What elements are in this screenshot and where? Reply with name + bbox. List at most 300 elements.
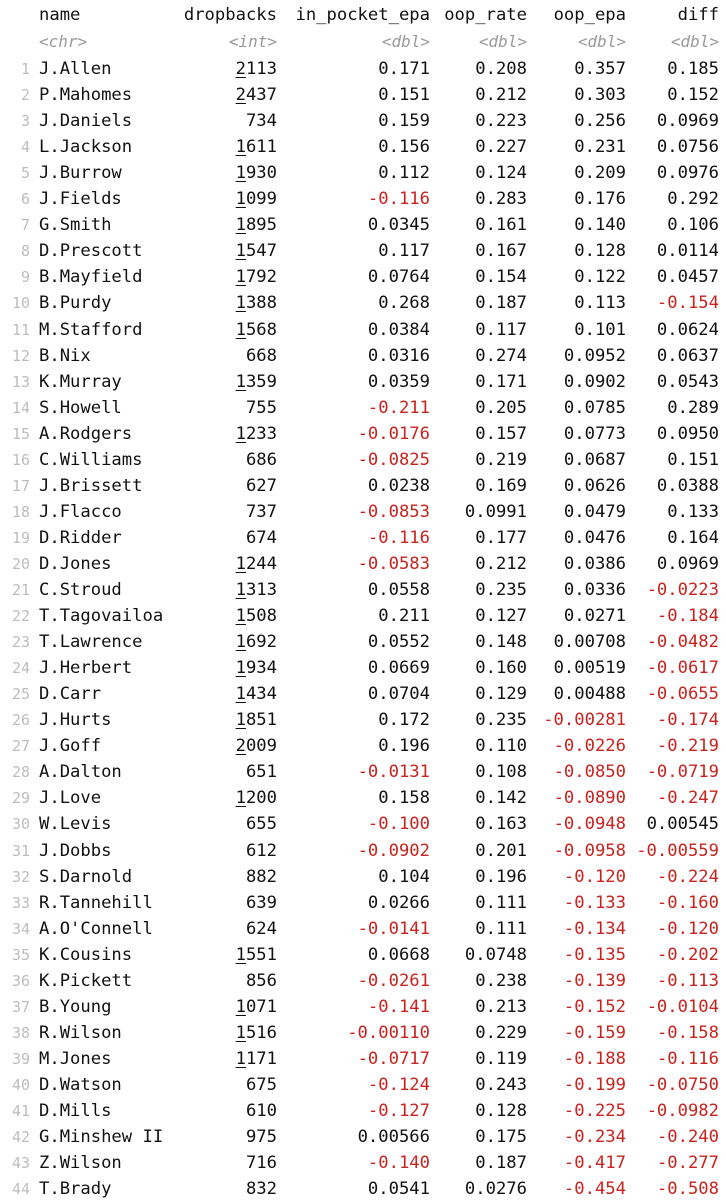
table-row — [0, 186, 726, 212]
column-header-row — [0, 2, 726, 28]
cell-oop-rate: 0.196 — [475, 866, 527, 887]
cell-diff: 0.133 — [667, 501, 719, 522]
cell-dropbacks: 1547 — [235, 241, 277, 262]
cell-oop-rate: 0.142 — [475, 788, 527, 809]
cell-name: T.Tagovailoa — [39, 606, 164, 627]
cell-dropbacks: 856 — [245, 970, 277, 991]
cell-diff: 0.0637 — [656, 345, 719, 366]
cell-dropbacks: 1508 — [235, 606, 277, 627]
row-number: 25 — [11, 685, 30, 704]
cell-name: D.Ridder — [39, 527, 122, 548]
cell-oop-rate: 0.148 — [475, 632, 527, 653]
cell-name: D.Prescott — [39, 241, 143, 262]
cell-in-pocket-epa: 0.0558 — [367, 580, 430, 600]
header-diff: diff — [677, 5, 719, 25]
row-number: 37 — [11, 997, 30, 1016]
cell-dropbacks: 1851 — [235, 710, 277, 731]
cell-diff: -0.158 — [656, 1022, 719, 1043]
table-row — [0, 811, 726, 837]
cell-in-pocket-epa: 0.0345 — [367, 215, 430, 236]
cell-dropbacks: 1792 — [235, 267, 277, 288]
table-row — [0, 916, 726, 942]
cell-diff: 0.0969 — [656, 111, 719, 132]
cell-diff: -0.277 — [656, 1153, 719, 1174]
row-number: 30 — [11, 815, 30, 834]
row-number: 23 — [11, 633, 30, 652]
row-number: 15 — [11, 424, 30, 443]
row-number: 9 — [20, 268, 30, 287]
cell-diff: 0.0976 — [656, 163, 719, 184]
row-number: 42 — [11, 1128, 30, 1147]
cell-name: J.Hurts — [39, 710, 112, 731]
table-row — [0, 82, 726, 108]
cell-dropbacks: 1611 — [235, 137, 277, 158]
cell-oop-epa: 0.0902 — [563, 371, 626, 392]
cell-name: J.Brissett — [39, 475, 143, 496]
cell-diff: -0.224 — [656, 866, 719, 887]
cell-dropbacks: 737 — [245, 501, 277, 522]
cell-in-pocket-epa: 0.0668 — [367, 944, 430, 965]
cell-oop-rate: 0.157 — [475, 423, 527, 444]
cell-name: B.Nix — [39, 345, 91, 366]
row-number: 41 — [11, 1102, 30, 1120]
cell-oop-epa: 0.0386 — [563, 553, 626, 574]
cell-oop-rate: 0.177 — [475, 527, 527, 548]
cell-dropbacks: 1930 — [235, 163, 277, 184]
table-row — [0, 707, 726, 733]
table-row — [0, 525, 726, 551]
cell-diff: 0.289 — [667, 397, 719, 418]
cell-oop-epa: 0.0476 — [563, 527, 626, 548]
cell-oop-rate: 0.213 — [475, 996, 527, 1017]
cell-oop-rate: 0.124 — [475, 163, 527, 184]
cell-diff: 0.0114 — [656, 241, 719, 262]
cell-dropbacks: 1934 — [235, 658, 277, 679]
cell-oop-epa: -0.454 — [563, 1179, 626, 1200]
cell-in-pocket-epa: -0.0176 — [357, 423, 430, 444]
cell-oop-rate: 0.187 — [475, 293, 527, 314]
table-row — [0, 134, 726, 160]
cell-oop-rate: 0.283 — [475, 189, 527, 210]
cell-oop-rate: 0.111 — [475, 918, 527, 939]
cell-in-pocket-epa: -0.0717 — [357, 1048, 430, 1069]
cell-in-pocket-epa: 0.0764 — [367, 267, 430, 288]
cell-oop-epa: -0.152 — [563, 996, 626, 1017]
cell-dropbacks: 1895 — [235, 215, 277, 236]
row-number: 32 — [11, 867, 30, 886]
cell-diff: -0.0719 — [646, 762, 719, 783]
row-number: 27 — [11, 737, 30, 756]
type-dropbacks: <int> — [228, 32, 277, 51]
table-row — [0, 1020, 726, 1046]
cell-diff: -0.219 — [656, 736, 719, 757]
cell-diff: 0.00545 — [646, 814, 719, 835]
cell-name: K.Cousins — [39, 944, 133, 965]
cell-oop-rate: 0.274 — [475, 345, 527, 366]
cell-dropbacks: 2113 — [235, 59, 277, 79]
cell-in-pocket-epa: 0.0316 — [367, 345, 430, 366]
row-number: 34 — [11, 919, 30, 938]
cell-name: T.Brady — [39, 1179, 112, 1200]
row-number: 35 — [11, 945, 30, 964]
cell-oop-epa: 0.128 — [574, 241, 626, 262]
cell-oop-rate: 0.187 — [475, 1153, 527, 1174]
table-row — [0, 499, 726, 525]
cell-name: W.Levis — [39, 814, 112, 835]
cell-name: A.Rodgers — [39, 423, 133, 444]
cell-name: K.Murray — [39, 371, 122, 392]
cell-diff: -0.116 — [656, 1048, 719, 1069]
table-row — [0, 1150, 726, 1176]
row-number: 2 — [20, 86, 30, 105]
cell-oop-epa: 0.256 — [574, 111, 626, 132]
cell-oop-rate: 0.129 — [475, 684, 527, 705]
cell-oop-epa: 0.0479 — [563, 501, 626, 522]
cell-diff: -0.120 — [656, 918, 719, 939]
table-row — [0, 1046, 726, 1072]
cell-dropbacks: 1071 — [235, 996, 277, 1017]
row-number: 21 — [11, 581, 30, 599]
cell-oop-epa: -0.120 — [563, 866, 626, 887]
cell-diff: 0.151 — [667, 449, 719, 470]
type-name: <chr> — [39, 32, 88, 51]
cell-name: A.O'Connell — [39, 918, 153, 939]
cell-name: D.Jones — [39, 553, 112, 574]
row-number: 24 — [11, 659, 30, 678]
cell-oop-rate: 0.169 — [475, 475, 527, 496]
cell-dropbacks: 668 — [245, 345, 277, 366]
cell-in-pocket-epa: 0.159 — [378, 111, 430, 132]
cell-dropbacks: 1388 — [235, 293, 277, 314]
row-number: 12 — [11, 346, 30, 365]
cell-oop-rate: 0.128 — [475, 1101, 527, 1121]
row-number: 1 — [20, 60, 30, 78]
cell-oop-epa: 0.0952 — [563, 345, 626, 366]
cell-in-pocket-epa: 0.158 — [378, 788, 430, 809]
cell-oop-epa: 0.140 — [574, 215, 626, 236]
cell-oop-rate: 0.208 — [475, 59, 527, 79]
row-number: 8 — [20, 242, 30, 261]
table-row — [0, 994, 726, 1020]
table-row — [0, 681, 726, 707]
cell-oop-rate: 0.227 — [475, 137, 527, 158]
cell-dropbacks: 1359 — [235, 371, 277, 392]
cell-oop-rate: 0.175 — [475, 1127, 527, 1148]
row-number: 43 — [11, 1154, 30, 1173]
cell-oop-rate: 0.127 — [475, 606, 527, 627]
cell-dropbacks: 2437 — [235, 85, 277, 106]
cell-diff: -0.0982 — [646, 1101, 719, 1121]
cell-diff: 0.152 — [667, 85, 719, 106]
table-row — [0, 759, 726, 785]
cell-oop-epa: 0.0785 — [563, 397, 626, 418]
cell-dropbacks: 610 — [245, 1101, 277, 1121]
header-oop-epa: oop_epa — [553, 5, 626, 25]
cell-oop-epa: -0.0850 — [553, 762, 626, 783]
cell-name: G.Minshew II — [39, 1127, 164, 1148]
cell-dropbacks: 1099 — [235, 189, 277, 210]
cell-in-pocket-epa: 0.211 — [378, 606, 430, 627]
type-in-pocket-epa: <dbl> — [381, 32, 430, 51]
cell-name: B.Mayfield — [39, 267, 143, 288]
cell-oop-epa: 0.00488 — [553, 684, 626, 705]
cell-name: S.Darnold — [39, 866, 133, 887]
cell-oop-epa: 0.0687 — [563, 449, 626, 470]
cell-dropbacks: 1171 — [235, 1048, 277, 1069]
cell-dropbacks: 686 — [245, 449, 277, 470]
cell-oop-rate: 0.205 — [475, 397, 527, 418]
cell-oop-epa: 0.0271 — [563, 606, 626, 627]
row-number: 26 — [11, 711, 30, 730]
table-row — [0, 551, 726, 577]
table-row — [0, 238, 726, 264]
cell-diff: -0.202 — [656, 944, 719, 965]
header-name: name — [39, 5, 81, 25]
type-oop-epa: <dbl> — [577, 32, 626, 51]
cell-oop-rate: 0.0748 — [464, 944, 527, 965]
cell-name: G.Smith — [39, 215, 112, 236]
cell-in-pocket-epa: 0.0541 — [367, 1179, 430, 1200]
type-diff: <dbl> — [670, 32, 719, 51]
cell-oop-rate: 0.0991 — [464, 501, 527, 522]
cell-oop-rate: 0.161 — [475, 215, 527, 236]
cell-oop-epa: -0.225 — [563, 1101, 626, 1121]
table-row — [0, 473, 726, 499]
cell-diff: -0.0617 — [646, 658, 719, 679]
cell-name: D.Mills — [39, 1101, 112, 1121]
row-number: 7 — [20, 216, 30, 235]
header-in-pocket-epa: in_pocket_epa — [295, 5, 430, 25]
cell-oop-epa: -0.199 — [563, 1074, 626, 1095]
row-number: 44 — [11, 1180, 30, 1199]
cell-oop-epa: 0.231 — [574, 137, 626, 158]
cell-oop-epa: 0.0773 — [563, 423, 626, 444]
cell-dropbacks: 612 — [245, 840, 277, 861]
cell-dropbacks: 1233 — [235, 423, 277, 444]
cell-in-pocket-epa: -0.116 — [367, 189, 430, 210]
table-row — [0, 108, 726, 134]
cell-diff: -0.160 — [656, 892, 719, 913]
cell-in-pocket-epa: -0.0141 — [357, 918, 430, 939]
table-row — [0, 421, 726, 447]
cell-oop-rate: 0.171 — [475, 371, 527, 392]
cell-dropbacks: 716 — [245, 1153, 277, 1174]
cell-oop-epa: 0.113 — [574, 293, 626, 314]
type-oop-rate: <dbl> — [478, 32, 527, 51]
row-number: 22 — [11, 607, 30, 626]
cell-diff: 0.292 — [667, 189, 719, 210]
table-row — [0, 603, 726, 629]
cell-diff: -0.0750 — [646, 1074, 719, 1095]
cell-oop-epa: -0.234 — [563, 1127, 626, 1148]
cell-diff: 0.0457 — [656, 267, 719, 288]
row-number: 18 — [11, 502, 30, 521]
cell-diff: 0.0388 — [656, 475, 719, 496]
cell-name: K.Pickett — [39, 970, 133, 991]
cell-dropbacks: 651 — [245, 762, 277, 783]
cell-diff: -0.184 — [656, 606, 719, 627]
table-row — [0, 447, 726, 473]
table-row — [0, 890, 726, 916]
cell-oop-rate: 0.110 — [475, 736, 527, 757]
column-type-row — [0, 29, 726, 55]
table-row — [0, 942, 726, 968]
cell-diff: -0.247 — [656, 788, 719, 809]
cell-diff: -0.00559 — [636, 840, 719, 861]
cell-dropbacks: 975 — [245, 1127, 277, 1148]
cell-oop-rate: 0.111 — [475, 892, 527, 913]
row-number: 14 — [11, 398, 30, 417]
cell-name: J.Dobbs — [39, 840, 112, 861]
cell-name: D.Carr — [39, 684, 102, 705]
cell-oop-rate: 0.235 — [475, 710, 527, 731]
cell-dropbacks: 755 — [245, 397, 277, 418]
cell-oop-epa: -0.134 — [563, 918, 626, 939]
cell-name: J.Herbert — [39, 658, 133, 679]
cell-dropbacks: 639 — [245, 892, 277, 913]
row-number: 3 — [20, 112, 30, 131]
cell-oop-rate: 0.219 — [475, 449, 527, 470]
cell-oop-epa: -0.133 — [563, 892, 626, 913]
cell-name: L.Jackson — [39, 137, 133, 158]
cell-in-pocket-epa: 0.00566 — [357, 1127, 430, 1148]
cell-in-pocket-epa: -0.100 — [367, 814, 430, 835]
row-number: 19 — [11, 528, 30, 547]
row-number: 13 — [11, 372, 30, 391]
cell-diff: -0.174 — [656, 710, 719, 731]
cell-diff: 0.164 — [667, 527, 719, 548]
cell-name: M.Jones — [39, 1048, 112, 1069]
cell-name: J.Goff — [39, 736, 102, 757]
table-row — [0, 317, 726, 343]
cell-diff: -0.0223 — [646, 580, 719, 600]
cell-in-pocket-epa: 0.0384 — [367, 319, 430, 340]
row-number: 6 — [20, 190, 30, 209]
cell-oop-epa: 0.122 — [574, 267, 626, 288]
cell-name: J.Flacco — [39, 501, 122, 522]
cell-diff: 0.106 — [667, 215, 719, 236]
cell-dropbacks: 1516 — [235, 1022, 277, 1043]
cell-oop-epa: -0.188 — [563, 1048, 626, 1069]
cell-name: J.Love — [39, 788, 102, 809]
cell-in-pocket-epa: 0.268 — [378, 293, 430, 314]
header-oop-rate: oop_rate — [444, 5, 527, 25]
table-row — [0, 1098, 726, 1124]
cell-name: B.Young — [39, 996, 112, 1017]
cell-diff: -0.113 — [656, 970, 719, 991]
cell-dropbacks: 655 — [245, 814, 277, 835]
cell-in-pocket-epa: 0.156 — [378, 137, 430, 158]
table-row — [0, 212, 726, 238]
cell-oop-epa: 0.101 — [574, 319, 626, 340]
cell-in-pocket-epa: 0.104 — [378, 866, 430, 887]
table-row — [0, 733, 726, 759]
table-row — [0, 577, 726, 603]
cell-in-pocket-epa: -0.0825 — [357, 449, 430, 470]
cell-oop-rate: 0.117 — [475, 319, 527, 340]
cell-oop-epa: 0.176 — [574, 189, 626, 210]
cell-oop-epa: -0.135 — [563, 944, 626, 965]
cell-in-pocket-epa: 0.171 — [378, 59, 430, 79]
cell-name: T.Lawrence — [39, 632, 143, 653]
cell-in-pocket-epa: 0.0266 — [367, 892, 430, 913]
cell-name: J.Burrow — [39, 163, 122, 184]
cell-dropbacks: 832 — [245, 1179, 277, 1200]
cell-oop-rate: 0.223 — [475, 111, 527, 132]
cell-in-pocket-epa: -0.0261 — [357, 970, 430, 991]
cell-oop-rate: 0.108 — [475, 762, 527, 783]
cell-in-pocket-epa: -0.0902 — [357, 840, 430, 861]
table-row — [0, 1072, 726, 1098]
cell-dropbacks: 1568 — [235, 319, 277, 340]
cell-name: M.Stafford — [39, 319, 143, 340]
table-row — [0, 264, 726, 290]
cell-diff: 0.0624 — [656, 319, 719, 340]
cell-in-pocket-epa: 0.0552 — [367, 632, 430, 653]
cell-in-pocket-epa: 0.0704 — [367, 684, 430, 705]
cell-oop-rate: 0.167 — [475, 241, 527, 262]
table-row — [0, 290, 726, 316]
cell-in-pocket-epa: -0.116 — [367, 527, 430, 548]
header-dropbacks: dropbacks — [183, 5, 277, 25]
table-row — [0, 785, 726, 811]
cell-in-pocket-epa: -0.0853 — [357, 501, 430, 522]
cell-name: C.Williams — [39, 449, 143, 470]
cell-dropbacks: 624 — [245, 918, 277, 939]
cell-dropbacks: 1434 — [235, 684, 277, 705]
cell-dropbacks: 674 — [245, 527, 277, 548]
row-number: 17 — [11, 476, 30, 495]
table-row — [0, 864, 726, 890]
cell-oop-epa: -0.0226 — [553, 736, 626, 757]
table-row — [0, 56, 726, 82]
row-number: 33 — [11, 893, 30, 912]
row-number: 29 — [11, 789, 30, 808]
cell-in-pocket-epa: 0.172 — [378, 710, 430, 731]
cell-oop-rate: 0.212 — [475, 85, 527, 106]
cell-name: B.Purdy — [39, 293, 112, 314]
cell-in-pocket-epa: -0.0583 — [357, 553, 430, 574]
row-number: 20 — [11, 554, 30, 573]
cell-oop-epa: -0.00281 — [543, 710, 626, 731]
cell-in-pocket-epa: 0.112 — [378, 163, 430, 184]
cell-in-pocket-epa: -0.00110 — [347, 1022, 430, 1043]
cell-oop-rate: 0.229 — [475, 1022, 527, 1043]
table-row — [0, 629, 726, 655]
cell-diff: 0.0756 — [656, 137, 719, 158]
cell-in-pocket-epa: 0.0669 — [367, 658, 430, 679]
cell-oop-rate: 0.201 — [475, 840, 527, 861]
cell-diff: 0.185 — [667, 59, 719, 79]
cell-diff: -0.508 — [656, 1179, 719, 1200]
cell-name: R.Tannehill — [39, 892, 153, 913]
cell-diff: 0.0950 — [656, 423, 719, 444]
cell-oop-epa: -0.0948 — [553, 814, 626, 835]
cell-oop-epa: 0.357 — [574, 59, 626, 79]
table-row — [0, 395, 726, 421]
cell-diff: 0.0543 — [656, 371, 719, 392]
cell-oop-epa: 0.209 — [574, 163, 626, 184]
cell-diff: -0.0655 — [646, 684, 719, 705]
cell-in-pocket-epa: -0.140 — [367, 1153, 430, 1174]
cell-in-pocket-epa: 0.196 — [378, 736, 430, 757]
cell-diff: -0.0104 — [646, 996, 719, 1017]
cell-in-pocket-epa: 0.151 — [378, 85, 430, 106]
row-number: 11 — [11, 320, 30, 339]
cell-dropbacks: 1692 — [235, 632, 277, 653]
cell-in-pocket-epa: -0.0131 — [357, 762, 430, 783]
cell-dropbacks: 1244 — [235, 553, 277, 574]
